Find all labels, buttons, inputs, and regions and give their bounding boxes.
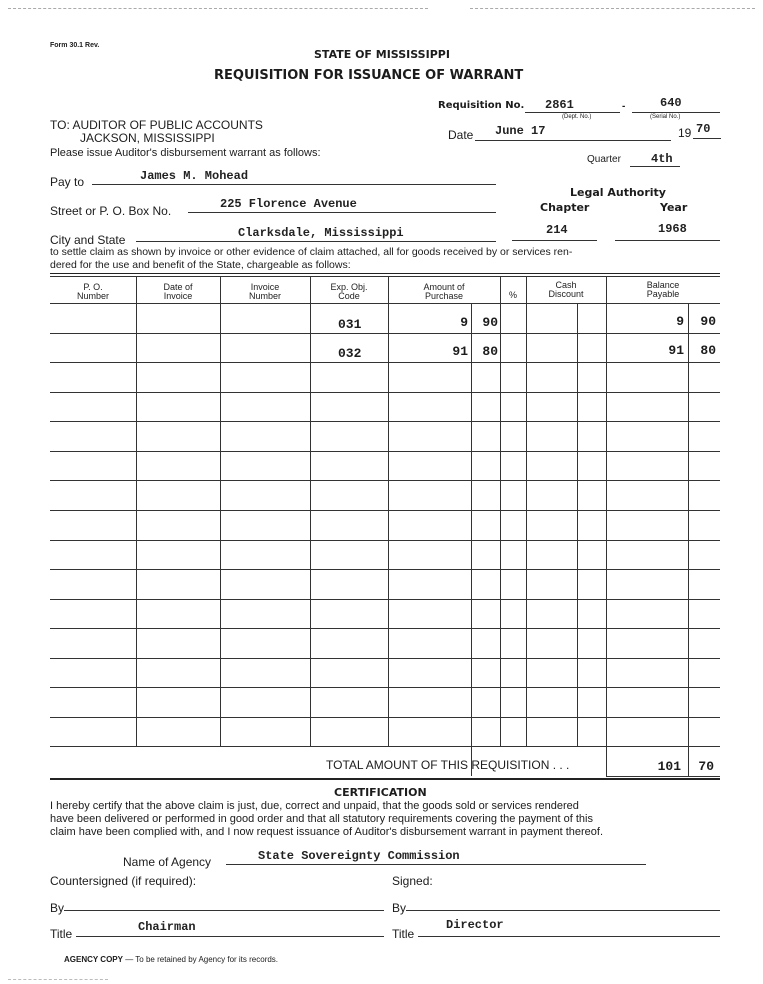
pay-to-value: James M. Mohead <box>140 169 249 183</box>
by-label-left: By <box>50 901 65 915</box>
certification-line2: have been delivered or performed in good order and that all statutory requirements covering the payment of this <box>50 813 593 825</box>
total-dollars: 101 <box>657 759 681 774</box>
requisition-dash: - <box>622 101 626 112</box>
street-value: 225 Florence Avenue <box>220 197 357 211</box>
requisition-label: Requisition No. <box>438 100 525 111</box>
row-2-code: 032 <box>338 346 362 361</box>
header-percent: % <box>508 290 517 300</box>
to-auditor-line1: TO: AUDITOR OF PUBLIC ACCOUNTS <box>50 118 263 132</box>
serial-no-caption: (Serial No.) <box>650 114 681 120</box>
signed-label: Signed: <box>392 874 433 888</box>
agency-line <box>226 864 646 865</box>
footer-note <box>64 955 278 964</box>
countersigned-label: Countersigned (if required): <box>50 874 197 888</box>
row-2-amount-dollars: 91 <box>452 344 468 359</box>
dept-no-caption: (Dept. No.) <box>562 114 592 120</box>
chapter-value: 214 <box>546 223 568 237</box>
quarter-value: 4th <box>651 152 673 166</box>
row-1-balance-cents: 90 <box>700 314 716 329</box>
certification-line1: I hereby certify that the above claim is just, due, correct and unpaid, that the goods sold or services rendered <box>50 800 579 812</box>
header-amount-of-purchase: Amount of Purchase <box>423 282 465 301</box>
row-2-balance-dollars: 91 <box>668 343 684 358</box>
by-line-right <box>406 910 720 911</box>
title-label-left: Title <box>50 927 73 941</box>
row-1-amount-dollars: 9 <box>460 315 468 330</box>
row-1-amount-cents: 90 <box>482 315 498 330</box>
title-left-value: Chairman <box>138 920 196 934</box>
pay-to-label: Pay to <box>50 175 85 189</box>
chapter-label: Chapter <box>540 201 590 214</box>
city-value: Clarksdale, Mississippi <box>238 226 404 240</box>
city-label: City and State <box>50 233 126 247</box>
header-invoice-number: Invoice Number <box>248 282 281 301</box>
dept-no-value: 2861 <box>545 98 574 112</box>
year-label: Year <box>660 201 688 214</box>
row-2-amount-cents: 80 <box>482 344 498 359</box>
settle-claim-text-2: dered for the use and benefit of the State, chargeable as follows: <box>50 259 351 271</box>
title-label-right: Title <box>392 927 415 941</box>
legal-authority-label: Legal Authority <box>570 186 666 199</box>
settle-claim-text-1: to settle claim as shown by invoice or other evidence of claim attached, all for goods received by or services ren- <box>50 246 573 258</box>
agency-value: State Sovereignty Commission <box>258 849 460 863</box>
quarter-label: Quarter <box>587 154 621 165</box>
header-po-number: P. O. Number <box>76 282 109 301</box>
header-date-of-invoice: Date of Invoice <box>163 282 193 301</box>
footer-agency-copy: AGENCY COPY <box>64 955 123 964</box>
total-label: TOTAL AMOUNT OF THIS REQUISITION . . . <box>326 758 570 772</box>
to-auditor-line2: JACKSON, MISSISSIPPI <box>80 131 215 145</box>
legal-year-value: 1968 <box>658 222 687 236</box>
state-title: STATE OF MISSISSIPPI <box>314 48 450 61</box>
header-exp-obj-code: Exp. Obj. Code <box>330 282 368 301</box>
by-line-left <box>64 910 384 911</box>
form-number: Form 30.1 Rev. <box>50 42 100 49</box>
certification-title: CERTIFICATION <box>334 786 427 799</box>
instruction-text: Please issue Auditor's disbursement warrant as follows: <box>50 147 321 159</box>
row-1-code: 031 <box>338 317 362 332</box>
by-label-right: By <box>392 901 407 915</box>
footer-rest: — To be retained by Agency for its records. <box>122 955 279 964</box>
header-cash-discount: Cash Discount <box>548 280 584 299</box>
scan-mark-bottom <box>8 979 108 980</box>
serial-no-value: 640 <box>660 96 682 110</box>
agency-label: Name of Agency <box>123 855 212 869</box>
title-line-left <box>76 936 384 937</box>
title-right-value: Director <box>446 918 504 932</box>
row-2-balance-cents: 80 <box>700 343 716 358</box>
form-title: REQUISITION FOR ISSUANCE OF WARRANT <box>214 68 524 83</box>
header-balance-payable: Balance Payable <box>646 280 680 299</box>
row-1-balance-dollars: 9 <box>676 314 684 329</box>
date-label: Date <box>448 128 474 142</box>
date-year-value: 70 <box>696 122 711 136</box>
title-line-right <box>418 936 720 937</box>
street-label: Street or P. O. Box No. <box>50 204 172 218</box>
date-year-prefix: 19 <box>678 126 692 140</box>
date-value: June 17 <box>495 124 546 138</box>
total-cents: 70 <box>698 759 714 774</box>
certification-line3: claim have been complied with, and I now request issuance of Auditor's disbursement warrant in payment thereof. <box>50 826 604 838</box>
